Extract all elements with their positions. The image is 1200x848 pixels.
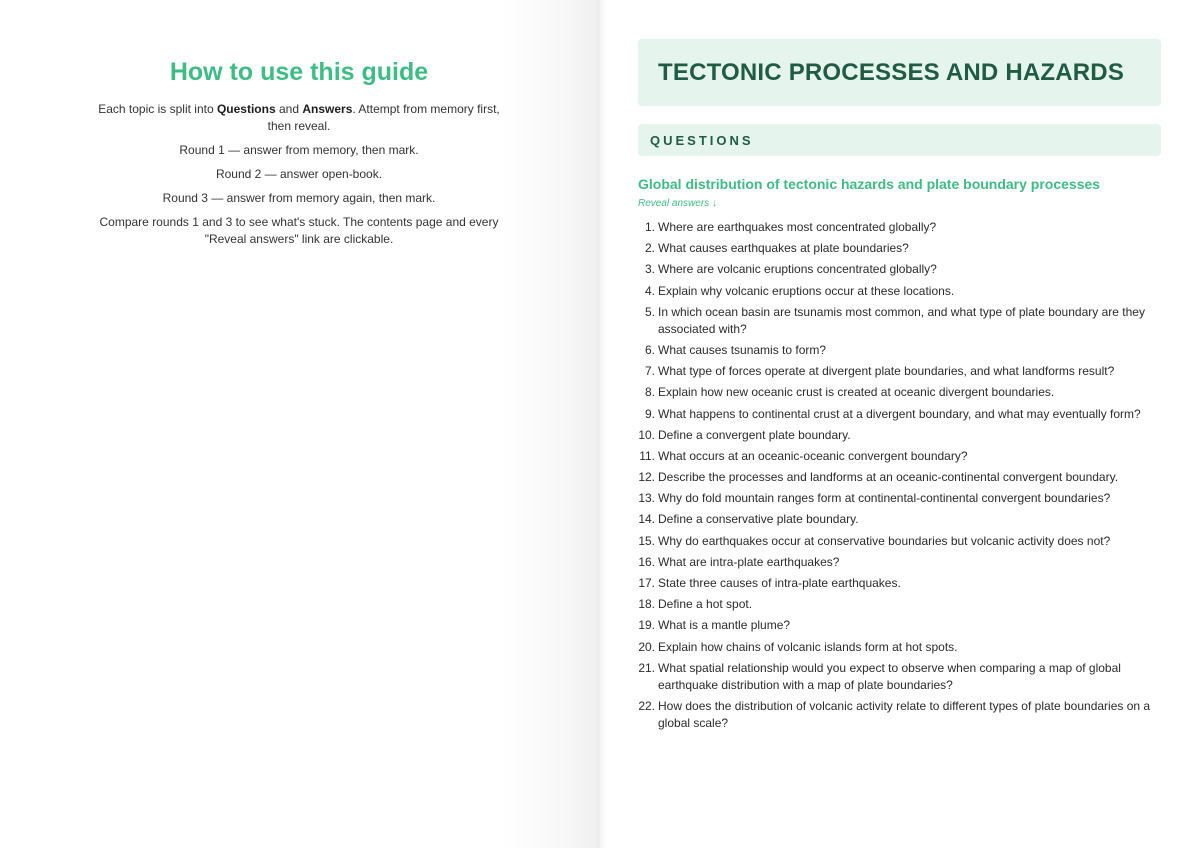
question-number: 16.	[638, 554, 655, 569]
topic-banner	[638, 39, 1161, 106]
question-text: Explain how new oceanic crust is created at oceanic divergent boundaries.	[658, 385, 1055, 400]
question-text: Why do fold mountain ranges form at continental-continental convergent boundaries?	[658, 491, 1111, 506]
round-1-instruction: Round 1 — answer from memory, then mark.	[179, 143, 419, 157]
question-number: 5.	[644, 304, 655, 319]
question-text: What type of forces operate at divergent plate boundaries, and what landforms result?	[658, 364, 1115, 379]
question-number: 18.	[638, 597, 655, 612]
question-text: What causes tsunamis to form?	[658, 342, 827, 357]
question-number: 22.	[638, 698, 655, 713]
question-number: 19.	[638, 618, 655, 633]
compare-instruction: Compare rounds 1 and 3 to see what's stuck. The contents page and every "Reveal answers" link are clickable.	[99, 215, 499, 246]
guide-instructions	[90, 101, 508, 255]
question-text: Explain how chains of volcanic islands form at hot spots.	[658, 639, 958, 654]
question-text: What is a mantle plume?	[658, 618, 791, 633]
question-item	[638, 384, 1160, 401]
question-number: 1.	[644, 220, 655, 234]
answers-term: Answers	[302, 102, 353, 116]
question-text: Define a conservative plate boundary.	[658, 512, 859, 527]
question-item	[638, 596, 1160, 613]
question-text: Why do earthquakes occur at conservative boundaries but volcanic activity does not?	[658, 533, 1111, 548]
subtopic-title: Global distribution of tectonic hazards and plate boundary processes	[638, 176, 1101, 192]
question-item	[638, 698, 1160, 732]
question-item	[638, 427, 1160, 444]
question-text: Describe the processes and landforms at an oceanic-continental convergent boundary.	[658, 470, 1119, 485]
question-item	[638, 554, 1160, 571]
question-text: Define a convergent plate boundary.	[658, 427, 851, 442]
question-text: What causes earthquakes at plate boundaries?	[658, 241, 909, 256]
question-item	[638, 363, 1160, 380]
question-number: 20.	[638, 639, 655, 654]
questions-term: Questions	[216, 102, 276, 116]
question-text: Where are earthquakes most concentrated globally?	[658, 220, 937, 234]
question-text: In which ocean basin are tsunamis most common, and what type of plate boundary are they associated with?	[658, 304, 1145, 336]
questions-section-bar	[638, 124, 1161, 156]
question-text: How does the distribution of volcanic activity relate to different types of plate boundaries on a global scale?	[658, 698, 1151, 730]
question-item	[638, 660, 1160, 694]
section-label: QUESTIONS	[650, 133, 754, 148]
question-item	[638, 533, 1160, 550]
question-text: Define a hot spot.	[658, 597, 753, 612]
question-item	[638, 511, 1160, 528]
question-text: What are intra-plate earthquakes?	[658, 554, 840, 569]
question-text: What happens to continental crust at a divergent boundary, and what may eventually form?	[658, 406, 1141, 421]
question-number: 21.	[638, 660, 655, 675]
question-item	[638, 617, 1160, 634]
question-number: 14.	[638, 512, 655, 527]
question-item	[638, 342, 1160, 359]
question-number: 17.	[638, 576, 655, 590]
question-number: 11.	[639, 448, 655, 463]
question-number: 2.	[644, 241, 655, 256]
question-number: 13.	[638, 491, 655, 506]
question-item	[638, 469, 1160, 486]
question-number: 4.	[644, 283, 655, 298]
question-list	[638, 219, 1160, 736]
guide-intro: Each topic is split into Questions and Answers. Attempt from memory first, then reveal.	[98, 102, 500, 133]
question-text: What occurs at an oceanic-oceanic convergent boundary?	[658, 448, 968, 463]
question-number: 8.	[644, 385, 655, 400]
question-number: 6.	[644, 342, 655, 357]
question-text: State three causes of intra-plate earthquakes.	[658, 576, 901, 590]
question-number: 9.	[644, 406, 655, 421]
guide-title: How to use this guide	[169, 58, 429, 86]
round-3-instruction: Round 3 — answer from memory again, then mark.	[162, 191, 436, 205]
round-2-instruction: Round 2 — answer open-book.	[215, 167, 383, 181]
question-item	[638, 575, 1160, 592]
question-text: Where are volcanic eruptions concentrated globally?	[658, 262, 937, 277]
question-number: 7.	[644, 364, 655, 379]
left-page	[0, 0, 598, 848]
question-item	[638, 639, 1160, 656]
question-text: What spatial relationship would you expect to observe when comparing a map of global earthquake distribution with a map of plate boundaries?	[658, 660, 1121, 692]
question-number: 10.	[638, 427, 655, 442]
topic-title: TECTONIC PROCESSES AND HAZARDS	[658, 59, 1125, 86]
question-item	[638, 448, 1160, 465]
question-number: 15.	[638, 533, 655, 548]
question-item	[638, 283, 1160, 300]
question-item	[638, 219, 1160, 236]
question-item	[638, 406, 1160, 423]
question-number: 12.	[638, 470, 655, 485]
question-item	[638, 304, 1160, 338]
reveal-answers-link[interactable]: Reveal answers ↓	[638, 198, 717, 209]
question-number: 3.	[644, 262, 655, 277]
question-text: Explain why volcanic eruptions occur at these locations.	[658, 283, 955, 298]
question-item	[638, 261, 1160, 278]
question-item	[638, 490, 1160, 507]
question-item	[638, 240, 1160, 257]
